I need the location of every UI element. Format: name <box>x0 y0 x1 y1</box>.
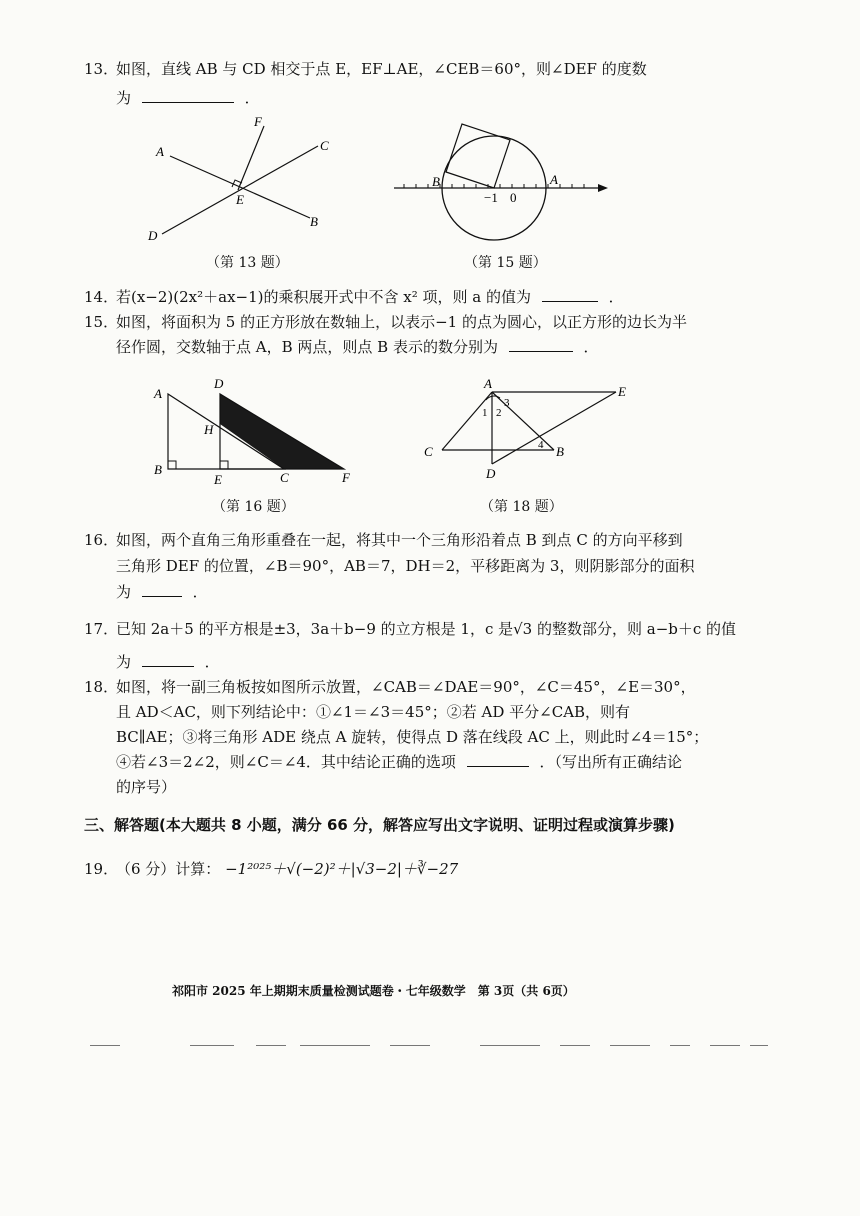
label-a: A <box>156 144 164 159</box>
label-e: E <box>236 192 244 207</box>
section-3-heading: 三、解答题(本大题共 8 小题，满分 66 分，解答应写出文字说明、证明过程或演算步骤) <box>84 816 675 834</box>
q13-line2 <box>116 87 260 109</box>
q14-suffix: ． <box>608 288 624 306</box>
q18-line4 <box>116 751 682 773</box>
line-ab <box>492 392 554 450</box>
q16-line3 <box>116 581 208 603</box>
q18-line5: 的序号） <box>116 778 177 796</box>
line-cd <box>162 146 318 234</box>
axis-arrow <box>598 184 608 192</box>
q15-number: 15． <box>84 313 119 331</box>
label-f: F <box>254 114 262 129</box>
label-angle-1: 1 <box>482 407 488 419</box>
label-e: E <box>618 384 626 399</box>
label-d: D <box>214 376 224 391</box>
label-b: B <box>432 174 440 189</box>
q14-answer-blank[interactable] <box>542 287 598 302</box>
q19-number: 19． <box>84 860 119 878</box>
q17-number: 17． <box>84 620 119 638</box>
label-angle-4: 4 <box>538 439 544 451</box>
figure-15 <box>390 110 620 250</box>
label-angle-3: 3 <box>504 397 510 409</box>
figure-16 <box>148 376 358 486</box>
label-zero: 0 <box>510 190 517 205</box>
q14-number: 14． <box>84 288 119 306</box>
label-b: B <box>154 462 162 477</box>
q17-line2-suffix: ． <box>204 653 220 671</box>
q16-line2: 三角形 DEF 的位置，∠B＝90°，AB＝7，DH＝2，平移距离为 3，则阴影部分的面积 <box>116 557 695 575</box>
figure-13-caption: （第 13 题） <box>206 255 289 271</box>
label-a: A <box>154 386 162 401</box>
q17-line1: 已知 2a＋5 的平方根是±3，3a＋b−9 的立方根是 1，c 是√3 的整数部分，则 a−b＋c 的值 <box>116 620 737 638</box>
figure-18-caption: （第 18 题） <box>480 499 563 515</box>
label-c: C <box>320 138 329 153</box>
label-b: B <box>556 444 564 459</box>
label-d: D <box>148 228 158 243</box>
line-ab <box>170 156 310 218</box>
q19-prefix: （6 分）计算： <box>116 860 221 878</box>
label-f: F <box>342 470 350 485</box>
q15-suffix: ． <box>583 338 599 356</box>
right-angle-b <box>168 461 176 469</box>
label-a: A <box>550 172 558 187</box>
q16-line3-prefix: 为 <box>116 583 132 601</box>
q14-line <box>116 286 624 308</box>
q13-answer-blank[interactable] <box>142 88 234 103</box>
right-angle-e <box>220 461 228 469</box>
label-c: C <box>280 470 289 485</box>
q17-answer-blank[interactable] <box>142 652 194 667</box>
q18-answer-blank[interactable] <box>467 752 529 767</box>
q19-line <box>116 858 458 880</box>
q19-expression: −1²⁰²⁵＋√(−2)²＋|√3−2|＋∛−27 <box>225 860 459 878</box>
q13-number: 13． <box>84 60 119 78</box>
label-a: A <box>484 376 492 391</box>
figure-13 <box>140 110 340 250</box>
figure-18 <box>420 376 640 486</box>
square <box>446 124 510 188</box>
q18-line2: 且 AD＜AC，则下列结论中：①∠1＝∠3＝45°；②若 AD 平分∠CAB，则有 <box>116 703 631 721</box>
line-ef <box>238 126 264 190</box>
q17-line2 <box>116 651 220 673</box>
label-c: C <box>424 444 433 459</box>
q18-line3: BC∥AE；③将三角形 ADE 绕点 A 旋转，使得点 D 落在线段 AC 上，则此时∠4＝15°； <box>116 728 709 746</box>
q18-number: 18． <box>84 678 119 696</box>
figure-15-caption: （第 15 题） <box>464 255 547 271</box>
q15-answer-blank[interactable] <box>509 337 573 352</box>
q13-line2-prefix: 为 <box>116 89 132 107</box>
q14-text: 若(x−2)(2x²＋ax−1)的乘积展开式中不含 x² 项，则 a 的值为 <box>116 288 531 306</box>
label-b: B <box>310 214 318 229</box>
figure-16-caption: （第 16 题） <box>212 499 295 515</box>
q16-answer-blank[interactable] <box>142 582 182 597</box>
q16-line1: 如图，两个直角三角形重叠在一起，将其中一个三角形沿着点 B 到点 C 的方向平移到 <box>116 531 683 549</box>
q15-line2 <box>116 336 599 358</box>
label-angle-2: 2 <box>496 407 502 419</box>
q18-line4-suffix: ．（写出所有正确结论 <box>539 753 683 771</box>
q13-line1: 如图，直线 AB 与 CD 相交于点 E，EF⊥AE，∠CEB＝60°，则∠DEF 的度数 <box>116 60 647 78</box>
q18-line1: 如图，将一副三角板按如图所示放置，∠CAB＝∠DAE＝90°，∠C＝45°，∠E＝30°， <box>116 678 696 696</box>
q16-number: 16． <box>84 531 119 549</box>
label-h: H <box>204 422 214 437</box>
label-minus-one: −1 <box>484 190 498 205</box>
q18-line4-prefix: ④若∠3＝2∠2，则∠C＝∠4．其中结论正确的选项 <box>116 753 456 771</box>
page-footer: 祁阳市 2025 年上期期末质量检测试题卷・七年级数学 第 3页（共 6页） <box>172 984 575 998</box>
line-de <box>492 392 616 464</box>
q13-line2-suffix: ． <box>244 89 260 107</box>
q16-line3-suffix: ． <box>192 583 208 601</box>
q17-line2-prefix: 为 <box>116 653 132 671</box>
label-e: E <box>214 472 222 486</box>
label-d: D <box>486 466 496 481</box>
line-ac <box>442 392 492 450</box>
q15-line1: 如图，将面积为 5 的正方形放在数轴上，以表示−1 的点为圆心，以正方形的边长为半 <box>116 313 687 331</box>
q15-line2-text: 径作圆，交数轴于点 A，B 两点，则点 B 表示的数分别为 <box>116 338 498 356</box>
